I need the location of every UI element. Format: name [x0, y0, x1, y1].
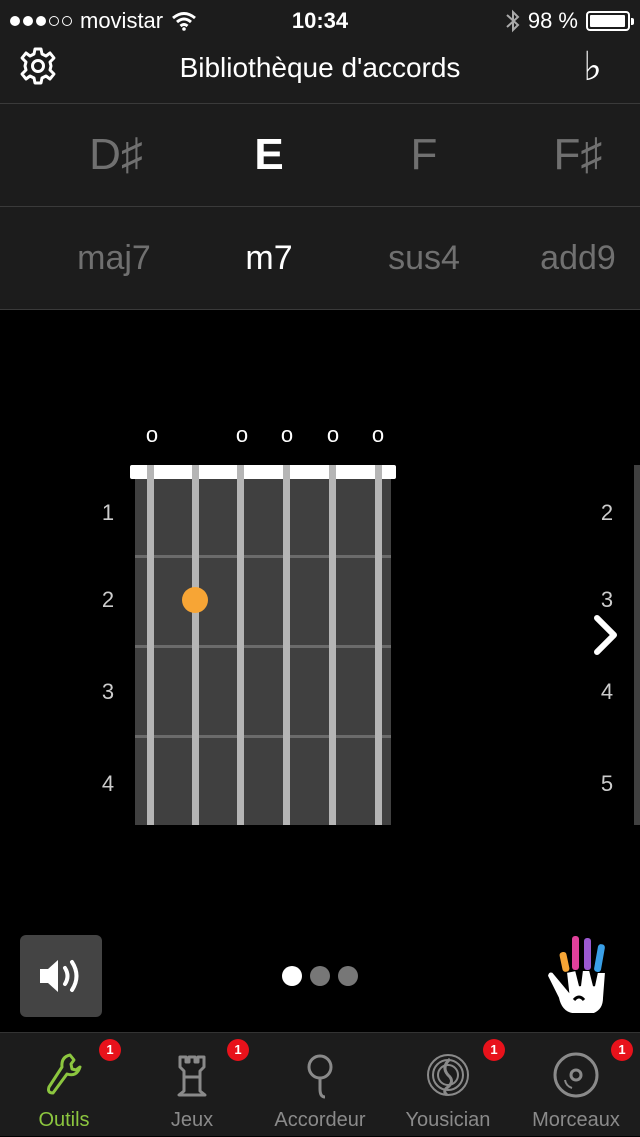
fret-number: 1	[101, 500, 115, 525]
status-right	[506, 8, 630, 34]
fret-number: 2	[101, 587, 115, 612]
next-chord-fret-number: 5	[600, 771, 614, 796]
wrench-icon	[39, 1047, 89, 1103]
fret-line	[135, 555, 391, 558]
fingerprint-clef-icon	[423, 1047, 473, 1103]
tab-jeux[interactable]	[128, 1033, 256, 1137]
page-dot	[310, 966, 330, 986]
tab-label: Morceaux	[532, 1109, 620, 1131]
guitar-string	[329, 465, 336, 825]
open-string-marker: o	[280, 422, 294, 447]
page-dot	[282, 966, 302, 986]
tab-label: Jeux	[170, 1109, 214, 1131]
fret-line	[135, 735, 391, 738]
fretboard-nut	[130, 465, 396, 479]
root-note-picker[interactable]	[0, 104, 640, 207]
status-bar	[0, 0, 640, 40]
chord-type-option[interactable]: m7	[245, 239, 293, 277]
guitar-string	[237, 465, 244, 825]
fretboard	[135, 479, 391, 825]
battery-percent: 98 %	[527, 8, 578, 33]
next-chord-fret-number: 2	[600, 500, 614, 525]
guitar-string	[283, 465, 290, 825]
battery-level-fill	[590, 15, 625, 27]
open-string-marker: o	[326, 422, 340, 447]
page-dot	[338, 966, 358, 986]
tab-morceaux[interactable]	[512, 1033, 640, 1137]
tuner-pin-icon	[295, 1047, 345, 1103]
tab-accordeur[interactable]	[256, 1033, 384, 1137]
fret-line	[135, 645, 391, 648]
status-time: 10:34	[291, 8, 349, 33]
tab-bar	[0, 1032, 640, 1136]
root-note-option[interactable]: D♯	[89, 130, 143, 179]
notification-badge: 1	[483, 1039, 505, 1061]
tab-label: Outils	[38, 1109, 90, 1131]
flat-sharp-toggle-button[interactable]: ♭	[583, 44, 602, 90]
guitar-string	[147, 465, 154, 825]
fret-number: 3	[101, 679, 115, 704]
tab-outils[interactable]	[0, 1033, 128, 1137]
chord-diagram-area[interactable]	[0, 310, 640, 1032]
root-note-option[interactable]: F	[410, 130, 438, 179]
finger-position-dot	[182, 587, 208, 613]
notification-badge: 1	[611, 1039, 633, 1061]
next-chord-preview[interactable]	[634, 465, 640, 825]
chord-type-picker[interactable]	[0, 207, 640, 310]
notification-badge: 1	[99, 1039, 121, 1061]
record-disc-icon	[551, 1047, 601, 1103]
open-string-marker: o	[235, 422, 249, 447]
guitar-string	[192, 465, 199, 825]
next-chord-fret-number: 3	[600, 587, 614, 612]
guitar-string	[375, 465, 382, 825]
root-note-option[interactable]: F♯	[553, 130, 603, 179]
left-hand-finger-colors-icon[interactable]	[544, 930, 610, 1016]
page-title: Bibliothèque d'accords	[179, 52, 461, 83]
tab-yousician[interactable]	[384, 1033, 512, 1137]
battery-icon	[586, 11, 630, 31]
next-chord-fret-number: 4	[600, 679, 614, 704]
open-string-marker: o	[145, 422, 159, 447]
castle-tower-icon	[167, 1047, 217, 1103]
chord-type-option[interactable]: sus4	[388, 239, 460, 277]
notification-badge: 1	[227, 1039, 249, 1061]
bluetooth-icon	[506, 9, 520, 33]
tab-label: Accordeur	[274, 1109, 366, 1131]
chevron-right-icon[interactable]	[592, 613, 620, 657]
open-string-marker: o	[371, 422, 385, 447]
chord-type-option[interactable]: maj7	[77, 239, 151, 277]
tab-label: Yousician	[405, 1109, 491, 1131]
fret-number: 4	[101, 771, 115, 796]
navigation-bar	[0, 40, 640, 104]
carrier-name: movistar	[80, 8, 164, 33]
root-note-option[interactable]: E	[254, 130, 284, 179]
chord-type-option[interactable]: add9	[540, 239, 616, 277]
